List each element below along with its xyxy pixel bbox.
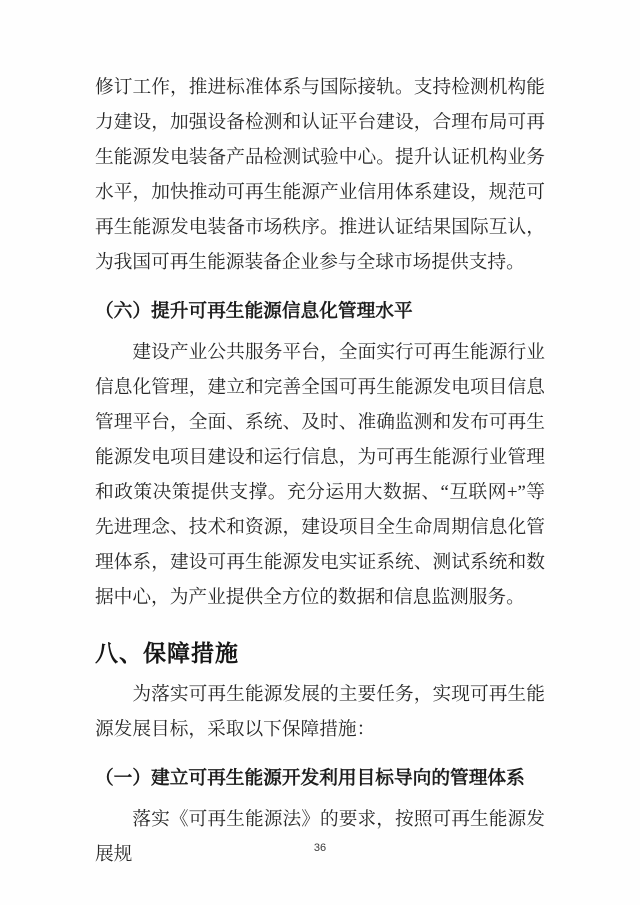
page-number: 36 [313, 842, 327, 854]
paragraph-information-platform: 建设产业公共服务平台，全面实行可再生能源行业信息化管理，建立和完善全国可再生能源发电项目信息管理平台，全面、系统、及时、准确监测和发布可再生能源发电项目建设和运行信息，为可再生能源行业管理和政策决策提供支撑。充分运用大数据、“互联网+”等先进理念、技术和资源，建设项目全生命周期信息化管理体系，建设可再生能源发电实证系统、测试系统和数据中心，为产业提供全方位的数据和信息监测服务。 [95, 342, 545, 608]
chapter-heading-eight-safeguard-measures: 八、保障措施 [95, 640, 239, 666]
paragraph-standards-certification: 修订工作，推进标准体系与国际接轨。支持检测机构能力建设，加强设备检测和认证平台建设，合理布局可再生能源发电装备产品检测试验中心。提升认证机构业务水平，加快推动可再生能源产业信用体系建设，规范可再生能源发电装备市场秩序。推进认证结果国际互认，为我国可再生能源装备企业参与全球市场提供支持。 [95, 77, 545, 273]
paragraph-safeguard-intro: 为落实可再生能源发展的主要任务，实现可再生能源发展目标，采取以下保障措施： [95, 684, 545, 740]
paragraph-renewable-energy-law: 落实《可再生能源法》的要求，按照可再生能源发展规 [95, 809, 545, 865]
page-content [95, 70, 545, 872]
section-heading-six-information-management: （六）提升可再生能源信息化管理水平 [95, 301, 413, 322]
section-heading-one-target-management: （一）建立可再生能源开发利用目标导向的管理体系 [95, 768, 525, 789]
